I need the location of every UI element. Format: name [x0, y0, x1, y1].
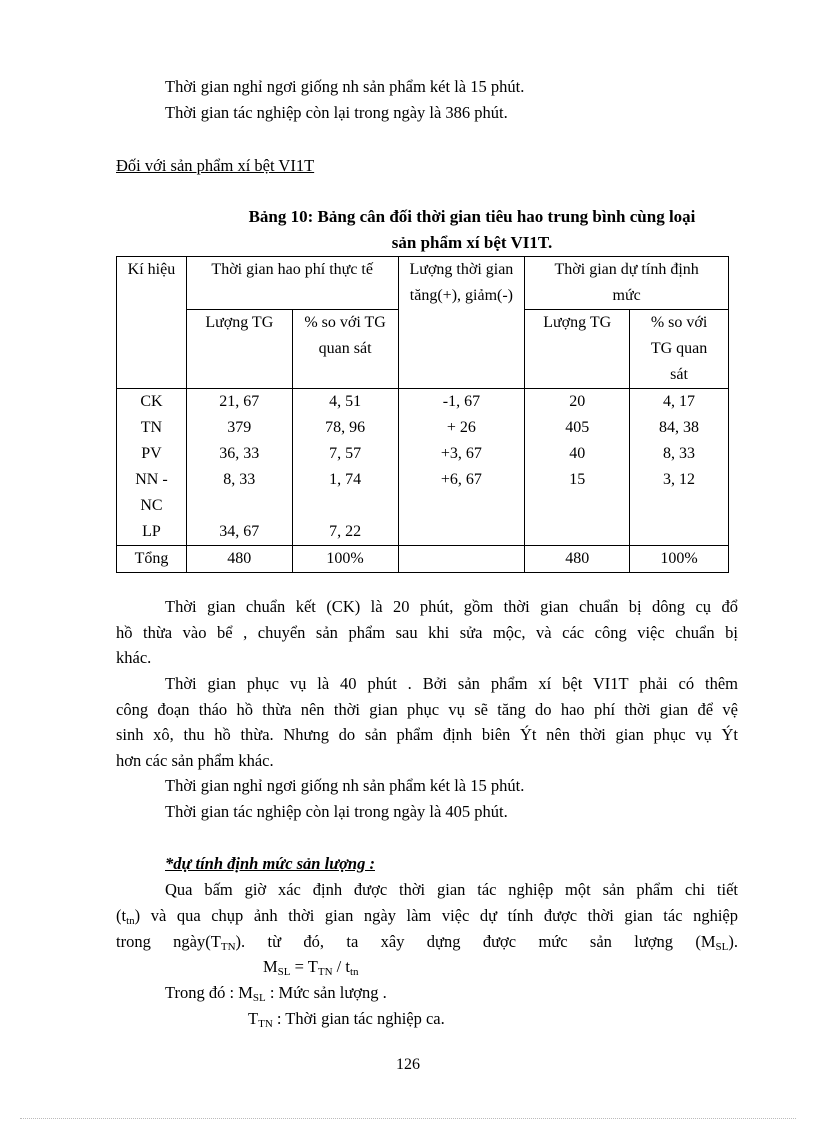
time-balance-table: [116, 256, 729, 573]
subscript: tn: [126, 915, 135, 927]
cell-planned-percent: 3, 12: [630, 467, 729, 519]
cell-actual-percent: 100%: [292, 546, 398, 573]
header-planned: Thời gian dự tính định mức: [525, 257, 729, 310]
cell-change: +3, 67: [398, 441, 525, 467]
text-line: Thời gian chuẩn kết (CK) là 20 phút, gồm thời gian chuẩn bị dông cụ đổ: [165, 597, 738, 616]
cell-actual-percent: 7, 57: [292, 441, 398, 467]
estimate-heading: *dự tính định mức sản lượng :: [165, 854, 375, 873]
text-fragment: : Thời gian tác nghiệp ca.: [272, 1009, 445, 1028]
cell-actual-amount: 36, 33: [186, 441, 292, 467]
subscript: tn: [349, 966, 359, 978]
cell-planned-amount: 20: [525, 389, 630, 416]
cell-symbol: NN - NC: [117, 467, 187, 519]
text-line: Thời gian nghỉ ngơi giống nh sản phẩm két là 15 phút.: [165, 776, 525, 795]
table-row: [117, 415, 729, 441]
formula: [263, 957, 359, 978]
cell-actual-amount: 379: [186, 415, 292, 441]
subscript: TN: [220, 941, 236, 953]
header-symbol: Kí hiệu: [117, 257, 187, 389]
table-row: [117, 519, 729, 546]
cell-symbol: TN: [117, 415, 187, 441]
header-planned-percent: % so với TG quan sát: [630, 310, 729, 389]
cell-change: + 26: [398, 415, 525, 441]
header-actual-amount: Lượng TG: [186, 310, 292, 389]
text-fragment: / t: [332, 957, 350, 976]
text-fragment: = T: [290, 957, 318, 976]
cell-planned-percent: 84, 38: [630, 415, 729, 441]
header-planned-amount: Lượng TG: [525, 310, 630, 389]
table-title-line2: sản phẩm xí bệt VI1T.: [391, 233, 553, 252]
section-heading: Đối với sản phẩm xí bệt VI1T: [116, 156, 315, 175]
text-line: Thời gian nghỉ ngơi giống nh sản phẩm két là 15 phút.: [165, 77, 525, 96]
subscript: SL: [277, 966, 291, 978]
subscript: TN: [258, 1018, 273, 1030]
text-line: [116, 906, 738, 931]
text-fragment: trong ngày(T: [116, 932, 221, 951]
cell-actual-percent: 78, 96: [292, 415, 398, 441]
subscript: TN: [317, 966, 333, 978]
page-number: 126: [396, 1056, 420, 1073]
cell-change: [398, 519, 525, 546]
cell-symbol: PV: [117, 441, 187, 467]
text-fragment: : Mức sản lượng .: [265, 983, 387, 1002]
text-line: hồ thừa vào bể , chuyển sản phẩm sau khi sửa mộc, và các công việc chuẩn bị: [116, 623, 738, 642]
cell-actual-percent: 4, 51: [292, 389, 398, 416]
text-line: Thời gian phục vụ là 40 phút . Bởi sản phẩm xí bệt VI1T phải có thêm: [165, 674, 738, 693]
cell-actual-amount: 8, 33: [186, 467, 292, 519]
cell-planned-amount: [525, 519, 630, 546]
where-line: [165, 983, 387, 1004]
text-fragment: ) và qua chụp ảnh thời gian ngày làm việc dự tính được thời gian tác nghiệp: [134, 906, 738, 925]
cell-actual-percent: 7, 22: [292, 519, 398, 546]
cell-symbol: Tổng: [117, 546, 187, 573]
cell-planned-percent: [630, 519, 729, 546]
cell-change: -1, 67: [398, 389, 525, 416]
header-change: Lượng thời gian tăng(+), giảm(-): [398, 257, 525, 389]
table-row-total: [117, 546, 729, 573]
header-actual: Thời gian hao phí thực tế: [186, 257, 398, 310]
table-row: [117, 467, 729, 519]
cell-planned-amount: 40: [525, 441, 630, 467]
cell-change: +6, 67: [398, 467, 525, 519]
page-edge-divider: [20, 1118, 796, 1119]
cell-planned-amount: 15: [525, 467, 630, 519]
cell-actual-percent: 1, 74: [292, 467, 398, 519]
text-line: hơn các sản phẩm khác.: [116, 751, 274, 770]
header-actual-percent: % so với TG quan sát: [292, 310, 398, 389]
text-fragment: ). từ đó, ta xây dựng được mức sản lượng (M: [235, 932, 716, 951]
cell-actual-amount: 34, 67: [186, 519, 292, 546]
cell-symbol: CK: [117, 389, 187, 416]
text-line: Thời gian tác nghiệp còn lại trong ngày là 386 phút.: [165, 103, 508, 122]
table-title-line1: Bảng 10: Bảng cân đối thời gian tiêu hao trung bình cùng loại: [248, 207, 696, 226]
cell-planned-amount: 405: [525, 415, 630, 441]
text-line: sinh xô, thu hồ thừa. Nhưng do sản phẩm định biên Ýt nên thời gian phục vụ Ýt: [116, 725, 738, 744]
cell-planned-percent: 4, 17: [630, 389, 729, 416]
text-line: [116, 932, 738, 957]
cell-planned-amount: 480: [525, 546, 630, 573]
text-line: khác.: [116, 648, 152, 667]
subscript: SL: [252, 992, 266, 1004]
ttn-line: [248, 1009, 445, 1030]
text-fragment: M: [263, 957, 278, 976]
text-line: công đoạn tháo hồ thừa nên thời gian phục vụ sẽ tăng do hao phí thời gian để vệ: [116, 700, 738, 719]
cell-planned-percent: 100%: [630, 546, 729, 573]
text-fragment: T: [248, 1009, 259, 1028]
text-fragment: ).: [728, 932, 739, 951]
text-fragment: Trong đó : M: [165, 983, 253, 1002]
cell-planned-percent: 8, 33: [630, 441, 729, 467]
cell-actual-amount: 480: [186, 546, 292, 573]
cell-actual-amount: 21, 67: [186, 389, 292, 416]
subscript: SL: [715, 941, 729, 953]
cell-symbol: LP: [117, 519, 187, 546]
table-row: [117, 441, 729, 467]
cell-change: [398, 546, 525, 573]
text-line: Thời gian tác nghiệp còn lại trong ngày là 405 phút.: [165, 802, 508, 821]
table-row: [117, 389, 729, 416]
text-line: Qua bấm giờ xác định được thời gian tác nghiệp một sản phẩm chi tiết: [165, 880, 738, 899]
text-fragment: (t: [116, 906, 127, 925]
